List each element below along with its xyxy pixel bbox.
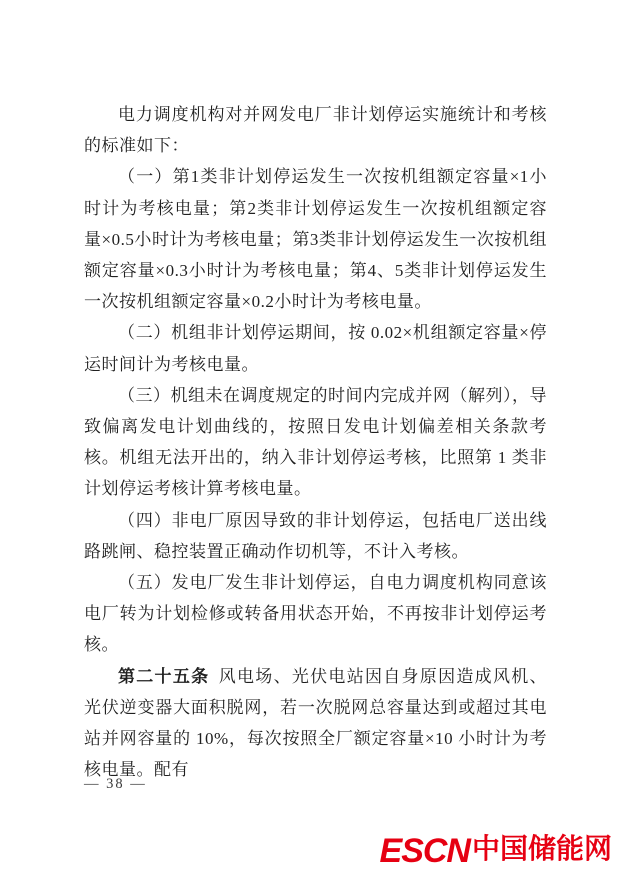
paragraph (84, 317, 547, 379)
logo-latin-text: ESCN (379, 832, 470, 870)
page-number: — 38 — (84, 776, 147, 792)
document-body (84, 99, 547, 785)
paragraph (84, 567, 547, 661)
paragraph-text: （五）发电厂发生非计划停运，自电力调度机构同意该电厂转为计划检修或转备用状态开始，不再按非计划停运考核。 (84, 573, 547, 655)
paragraph-text: （四）非电厂原因导致的非计划停运，包括电厂送出线路跳闸、稳控装置正确动作切机等，不计入考核。 (84, 510, 547, 561)
paragraph (84, 505, 547, 567)
paragraph-text: （二）机组非计划停运期间，按 0.02×机组额定容量×停运时间计为考核电量。 (84, 323, 547, 374)
paragraph-text: （一）第1类非计划停运发生一次按机组额定容量×1小时计为考核电量；第2类非计划停运发生一次按机组额定容量×0.5小时计为考核电量；第3类非计划停运发生一次按机组额定容量×0.3小时计为考核电量；第4、5类非计划停运发生一次按机组额定容量×0.2小时计为考核电量。 (84, 167, 547, 312)
paragraph (84, 99, 547, 161)
paragraph (84, 380, 547, 505)
paragraph (84, 161, 547, 317)
article-number: 第二十五条 (118, 666, 210, 686)
escn-logo (380, 831, 612, 869)
logo-cjk-text: 中国储能网 (471, 833, 612, 864)
paragraph-text: 电力调度机构对并网发电厂非计划停运实施统计和考核的标准如下： (84, 105, 547, 156)
paragraph (84, 661, 547, 786)
paragraph-text: （三）机组未在调度规定的时间内完成并网（解列），导致偏离发电计划曲线的，按照日发电计划偏差相关条款考核。机组无法开出的，纳入非计划停运考核，比照第 1 类非计划停运考核计算考核电量。 (84, 385, 547, 499)
paragraph-text: 风电场、光伏电站因自身原因造成风机、光伏逆变器大面积脱网，若一次脱网总容量达到或超过其电站并网容量的 10%，每次按照全厂额定容量×10 小时计为考核电量。配有 (84, 666, 548, 780)
